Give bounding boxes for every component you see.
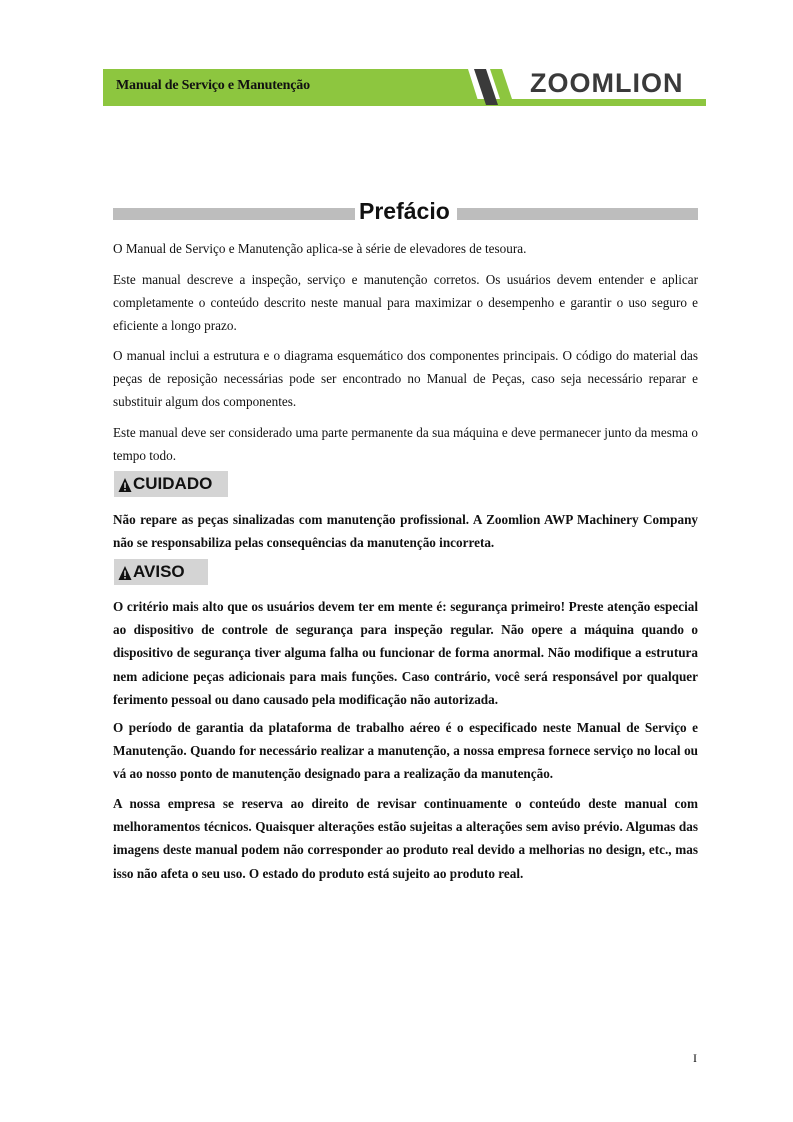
page-number: I	[693, 1051, 697, 1065]
warning-triangle-icon	[118, 565, 132, 581]
notice-label: AVISO	[133, 562, 185, 581]
warning-triangle-icon	[118, 477, 132, 493]
page-title: Prefácio	[359, 198, 450, 224]
header-title: Manual de Serviço e Manutenção	[116, 78, 310, 93]
title-rule-right	[457, 208, 698, 220]
page-header	[0, 0, 793, 120]
notice-badge	[114, 559, 208, 585]
preface-paragraph: Este manual descreve a inspeção, serviço e manutenção corretos. Os usuários devem entender e aplicar completamente o conteúdo descrito neste manual para maximizar o desempenho e garantir o uso seguro e eficiente a longo prazo.	[113, 272, 698, 334]
notice-paragraph: A nossa empresa se reserva ao direito de revisar continuamente o conteúdo deste manual com melhoramentos técnicos. Quaisquer alterações estão sujeitas a alterações sem aviso prévio. Algumas das imagens deste manual podem não corresponder ao produto real devido a melhorias no design, etc., mas isso não afeta o seu uso. O estado do produto está sujeito ao produto real.	[113, 796, 698, 881]
caution-text: Não repare as peças sinalizadas com manutenção profissional. A Zoomlion AWP Machinery Company não se responsabiliza pelas consequências da manutenção incorreta.	[113, 512, 698, 551]
preface-paragraph: Este manual deve ser considerado uma parte permanente da sua máquina e deve permanecer junto da mesma o tempo todo.	[113, 425, 698, 464]
preface-paragraph: O manual inclui a estrutura e o diagrama esquemático dos componentes principais. O código do material das peças de reposição necessárias pode ser encontrado no Manual de Peças, caso seja necessário reparar e substituir algum dos componentes.	[113, 348, 698, 410]
title-rule-left	[113, 208, 355, 220]
zoomlion-logo-icon	[468, 68, 538, 108]
notice-paragraph: O critério mais alto que os usuários devem ter em mente é: segurança primeiro! Preste atenção especial ao dispositivo de controle de segurança para inspeção regular. Não opere a máquina quando o dispositivo de segurança tiver alguma falha ou funcionar de forma anormal. Não modifique a estrutura nem adicione peças adicionais para mais funções. Caso contrário, você será responsável por qualquer ferimento pessoal ou dano causado pela modificação não autorizada.	[113, 599, 698, 707]
preface-title-row	[113, 200, 698, 228]
caution-badge	[114, 471, 228, 497]
notice-paragraph: O período de garantia da plataforma de trabalho aéreo é o especificado neste Manual de Serviço e Manutenção. Quando for necessário realizar a manutenção, a nossa empresa fornece serviço no local ou vá ao nosso ponto de manutenção designado para a realização da manutenção.	[113, 720, 698, 782]
caution-label: CUIDADO	[133, 474, 213, 493]
brand-logo-text: ZOOMLION	[530, 68, 684, 98]
preface-paragraph: O Manual de Serviço e Manutenção aplica-se à série de elevadores de tesoura.	[113, 241, 527, 256]
